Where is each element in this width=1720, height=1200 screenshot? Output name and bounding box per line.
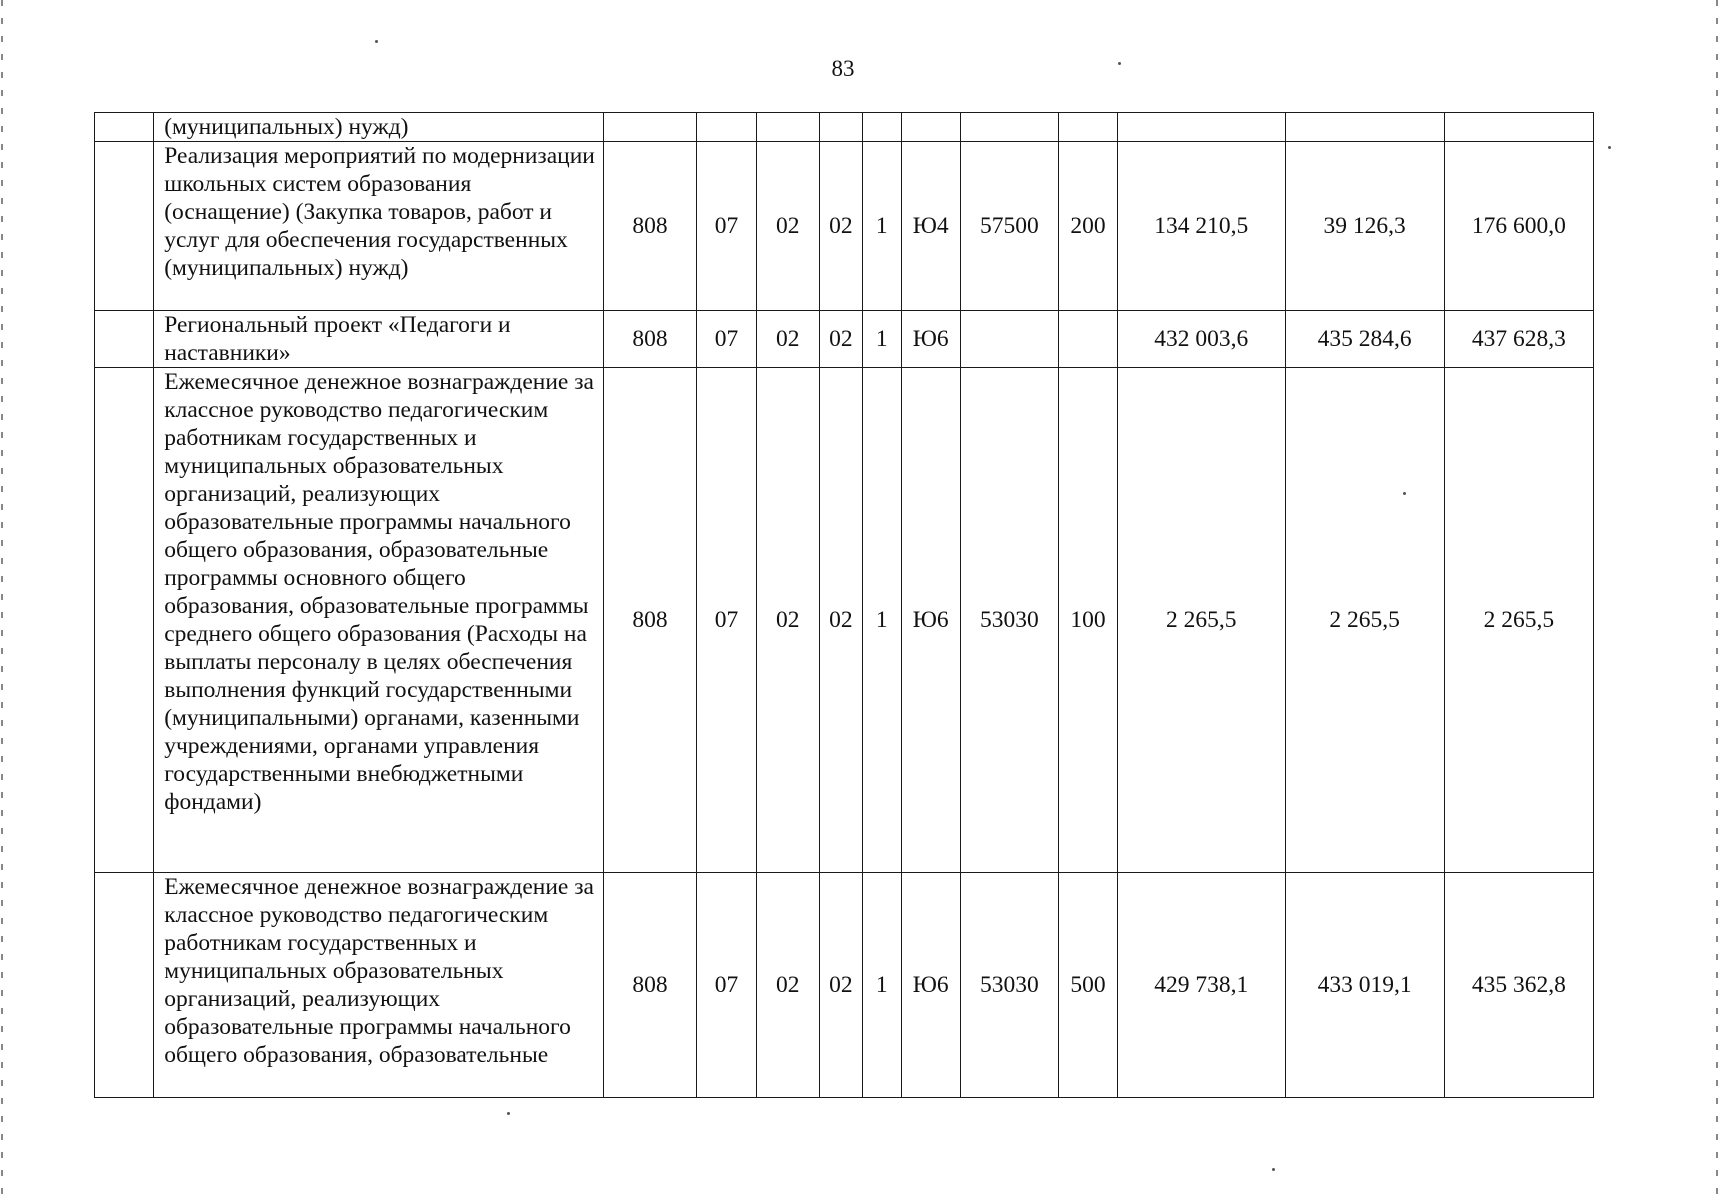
subsection-code-cell: 02 <box>756 142 819 311</box>
scan-speck <box>1403 492 1406 495</box>
amount-year-2-cell: 39 126,3 <box>1285 142 1444 311</box>
program-code-cell: 02 <box>819 873 862 1098</box>
subsection-code-cell: 02 <box>756 873 819 1098</box>
table-row <box>95 873 1594 1098</box>
ministry-code-cell: 808 <box>603 368 697 873</box>
scan-speck <box>1272 1168 1275 1171</box>
scan-speck <box>1118 62 1121 65</box>
amount-year-2-cell: 433 019,1 <box>1285 873 1444 1098</box>
project-code-cell: Ю6 <box>901 311 960 368</box>
direction-code-cell: 57500 <box>960 142 1058 311</box>
description-cell: Региональный проект «Педагоги и наставники» <box>154 311 603 368</box>
description-cell: Ежемесячное денежное вознаграждение за классное руководство педагогическим работникам государственных и муниципальных образовательных организаций, реализующих образовательные программы начального общего образования, образовательные <box>154 873 603 1098</box>
amount-year-1-cell: 134 210,5 <box>1118 142 1285 311</box>
amount-year-3-cell: 2 265,5 <box>1444 368 1593 873</box>
table-body <box>95 113 1594 1098</box>
ministry-code-cell: 808 <box>603 311 697 368</box>
expense-type-code-cell <box>1058 311 1117 368</box>
subprogram-code-cell: 1 <box>862 873 901 1098</box>
table-row <box>95 113 1594 142</box>
amount-year-1-cell <box>1118 113 1285 142</box>
scan-edge-right <box>1716 0 1718 1200</box>
expense-type-code-cell <box>1058 113 1117 142</box>
section-code-cell: 07 <box>697 368 756 873</box>
subsection-code-cell: 02 <box>756 368 819 873</box>
program-code-cell: 02 <box>819 368 862 873</box>
section-code-cell: 07 <box>697 142 756 311</box>
amount-year-1-cell: 429 738,1 <box>1118 873 1285 1098</box>
section-code-cell: 07 <box>697 873 756 1098</box>
amount-year-2-cell: 2 265,5 <box>1285 368 1444 873</box>
direction-code-cell: 53030 <box>960 873 1058 1098</box>
section-code-cell <box>697 113 756 142</box>
scan-edge-left <box>1 0 3 1200</box>
expense-type-code-cell: 200 <box>1058 142 1117 311</box>
amount-year-1-cell: 432 003,6 <box>1118 311 1285 368</box>
scan-speck <box>375 40 378 43</box>
page-number: 83 <box>831 56 855 81</box>
table-row <box>95 368 1594 873</box>
row-number-cell <box>95 142 154 311</box>
subsection-code-cell <box>756 113 819 142</box>
amount-year-3-cell: 435 362,8 <box>1444 873 1593 1098</box>
amount-year-1-cell: 2 265,5 <box>1118 368 1285 873</box>
scan-speck <box>1608 146 1611 149</box>
amount-year-3-cell: 437 628,3 <box>1444 311 1593 368</box>
amount-year-2-cell <box>1285 113 1444 142</box>
subprogram-code-cell: 1 <box>862 368 901 873</box>
description-cell: Реализация мероприятий по модернизации школьных систем образования (оснащение) (Закупка товаров, работ и услуг для обеспечения государственных (муниципальных) нужд) <box>154 142 603 311</box>
amount-year-2-cell: 435 284,6 <box>1285 311 1444 368</box>
project-code-cell: Ю6 <box>901 368 960 873</box>
amount-year-3-cell <box>1444 113 1593 142</box>
program-code-cell: 02 <box>819 142 862 311</box>
ministry-code-cell: 808 <box>603 142 697 311</box>
expense-type-code-cell: 500 <box>1058 873 1117 1098</box>
subprogram-code-cell: 1 <box>862 311 901 368</box>
subprogram-code-cell <box>862 113 901 142</box>
direction-code-cell <box>960 113 1058 142</box>
subsection-code-cell: 02 <box>756 311 819 368</box>
section-code-cell: 07 <box>697 311 756 368</box>
program-code-cell <box>819 113 862 142</box>
ministry-code-cell: 808 <box>603 873 697 1098</box>
subprogram-code-cell: 1 <box>862 142 901 311</box>
ministry-code-cell <box>603 113 697 142</box>
table-row <box>95 311 1594 368</box>
row-number-cell <box>95 311 154 368</box>
program-code-cell: 02 <box>819 311 862 368</box>
project-code-cell <box>901 113 960 142</box>
scan-speck <box>507 1112 510 1115</box>
direction-code-cell <box>960 311 1058 368</box>
direction-code-cell: 53030 <box>960 368 1058 873</box>
description-cell: Ежемесячное денежное вознаграждение за классное руководство педагогическим работникам государственных и муниципальных образовательных организаций, реализующих образовательные программы начального общего образования, образовательные программы основного общего образования, образовательные программы среднего общего образования (Расходы на выплаты персоналу в целях обеспечения выполнения функций государственными (муниципальными) органами, казенными учреждениями, органами управления государственными внебюджетными фондами) <box>154 368 603 873</box>
table-row <box>95 142 1594 311</box>
amount-year-3-cell: 176 600,0 <box>1444 142 1593 311</box>
description-cell: (муниципальных) нужд) <box>154 113 603 142</box>
expense-type-code-cell: 100 <box>1058 368 1117 873</box>
budget-table <box>94 112 1594 1098</box>
project-code-cell: Ю6 <box>901 873 960 1098</box>
row-number-cell <box>95 113 154 142</box>
project-code-cell: Ю4 <box>901 142 960 311</box>
row-number-cell <box>95 873 154 1098</box>
row-number-cell <box>95 368 154 873</box>
